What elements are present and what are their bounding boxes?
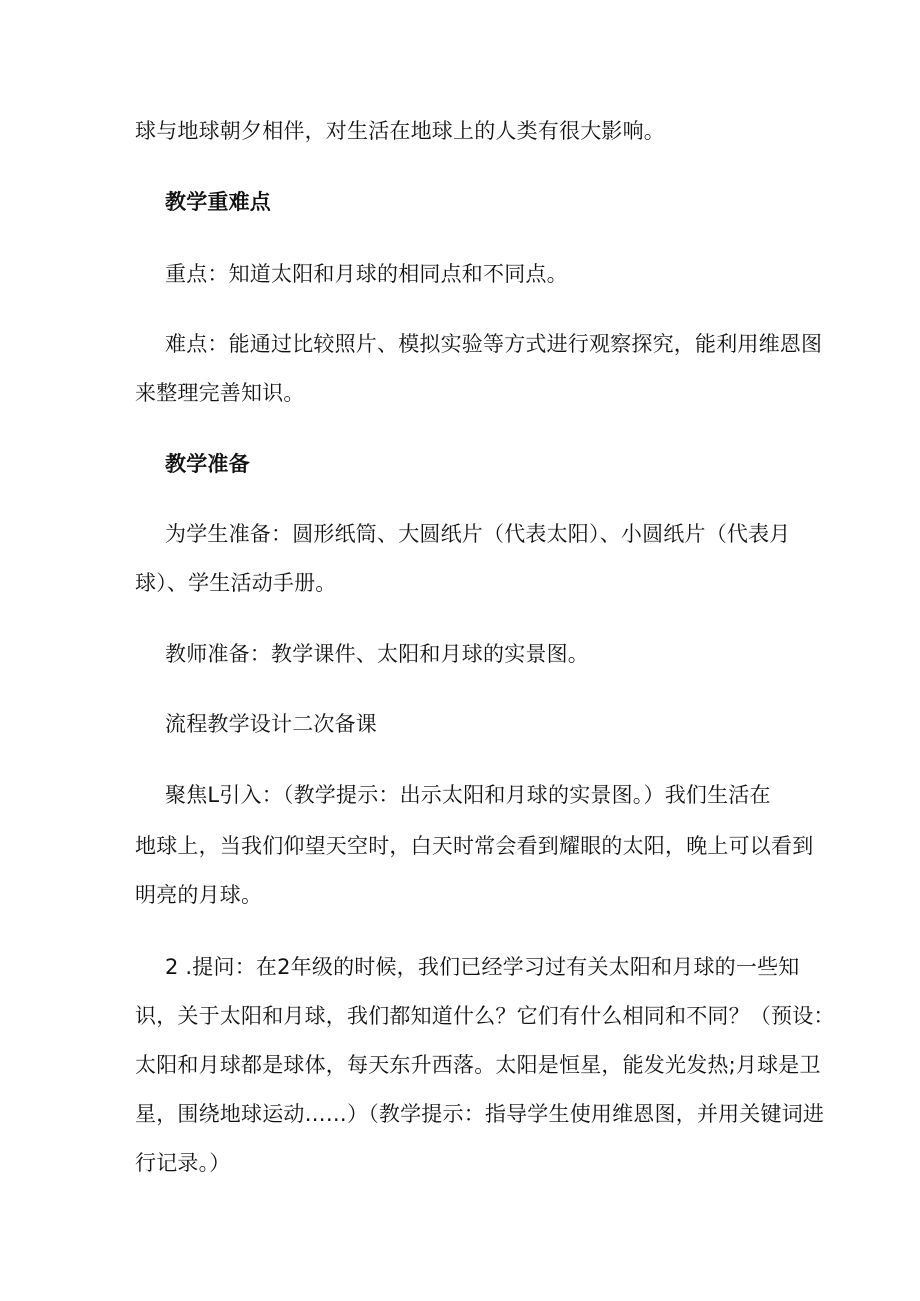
section-heading-preparation: 教学准备 xyxy=(165,452,250,476)
body-line-focus-intro-cont1: 地球上，当我们仰望天空时，白天时常会看到耀眼的太阳，晚上可以看到 xyxy=(135,834,814,858)
body-line-student-prep: 为学生准备：圆形纸筒、大圆纸片（代表太阳）、小圆纸片（代表月 xyxy=(165,522,791,546)
body-line-question-cont2: 太阳和月球都是球体，每天东升西落。太阳是恒星，能发光发热;月球是卫 xyxy=(135,1053,821,1077)
body-line-difficulty-cont: 来整理完善知识。 xyxy=(135,381,305,405)
section-heading-key-points: 教学重难点 xyxy=(165,190,271,214)
body-line-focus-intro: 聚焦L引入：（教学提示：出示太阳和月球的实景图。）我们生活在 xyxy=(165,783,771,807)
body-line-question-cont3: 星，围绕地球运动……）（教学提示：指导学生使用维恩图，并用关键词进 xyxy=(135,1102,825,1126)
section-heading-process: 流程教学设计二次备课 xyxy=(165,712,377,736)
body-line-question-cont4: 行记录。） xyxy=(135,1151,231,1175)
body-line-intro: 球与地球朝夕相伴，对生活在地球上的人类有很大影响。 xyxy=(135,119,665,143)
body-line-question: 2 .提问：在2年级的时候，我们已经学习过有关太阳和月球的一些知 xyxy=(165,955,800,979)
body-line-difficulty: 难点：能通过比较照片、模拟实验等方式进行观察探究，能利用维恩图 xyxy=(165,332,823,356)
body-line-teacher-prep: 教师准备：教学课件、太阳和月球的实景图。 xyxy=(165,642,589,666)
body-line-student-prep-cont: 球）、学生活动手册。 xyxy=(135,571,337,595)
body-line-focus-intro-cont2: 明亮的月球。 xyxy=(135,883,263,907)
body-line-key-point: 重点：知道太阳和月球的相同点和不同点。 xyxy=(165,262,568,286)
body-line-question-cont1: 识，关于太阳和月球，我们都知道什么？它们有什么相同和不同？（预设： xyxy=(135,1004,835,1028)
